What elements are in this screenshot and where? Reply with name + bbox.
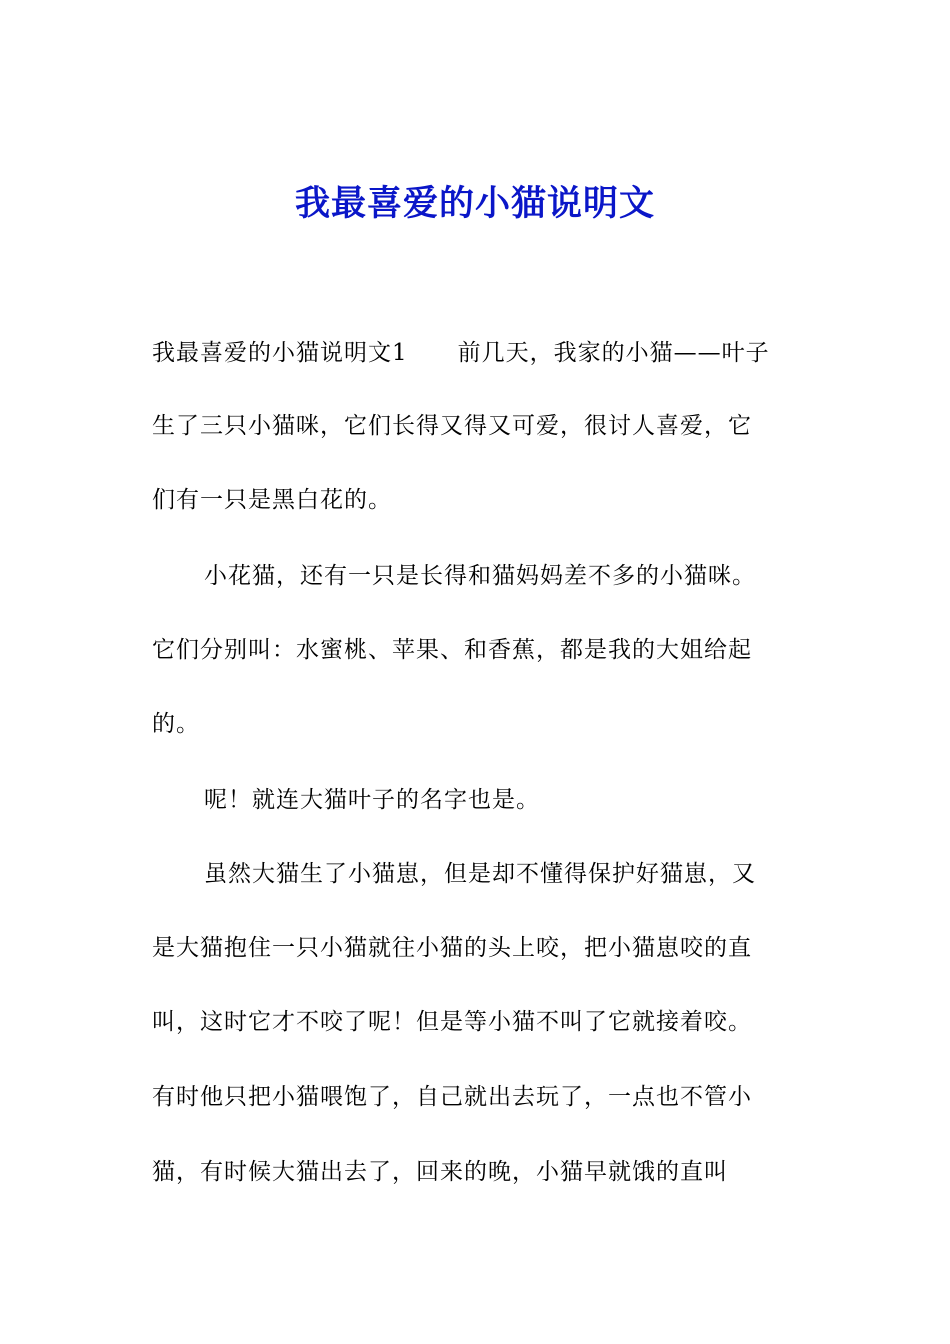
text-line-9: 是大猫抱住一只小猫就往小猫的头上咬，把小猫崽咬的直 [152,935,752,961]
text-line-5: 它们分别叫：水蜜桃、苹果、和香蕉，都是我的大姐给起 [152,637,752,663]
line-text: 前几天，我家的小猫——叶子 [457,340,770,366]
text-line-2: 生了三只小猫咪，它们长得又得又可爱，很讨人喜爱，它 [152,413,752,439]
text-line-11: 有时他只把小猫喂饱了，自己就出去玩了，一点也不管小 [152,1084,752,1110]
text-line-1 [152,333,812,373]
text-line-8: 虽然大猫生了小猫崽，但是却不懂得保护好猫崽，又 [204,861,756,887]
text-line-7: 呢！就连大猫叶子的名字也是。 [204,787,540,813]
text-line-3: 们有一只是黑白花的。 [152,487,392,513]
text-line-12: 猫，有时候大猫出去了，回来的晚，小猫早就饿的直叫 [152,1159,728,1185]
text-line-6: 的。 [152,711,200,737]
text-line-10: 叫，这时它才不咬了呢！但是等小猫不叫了它就接着咬。 [152,1009,752,1035]
inline-heading: 我最喜爱的小猫说明文1 [152,340,408,366]
document-title: 我最喜爱的小猫说明文 [294,183,655,224]
text-line-4: 小花猫，还有一只是长得和猫妈妈差不多的小猫咪。 [204,563,756,589]
